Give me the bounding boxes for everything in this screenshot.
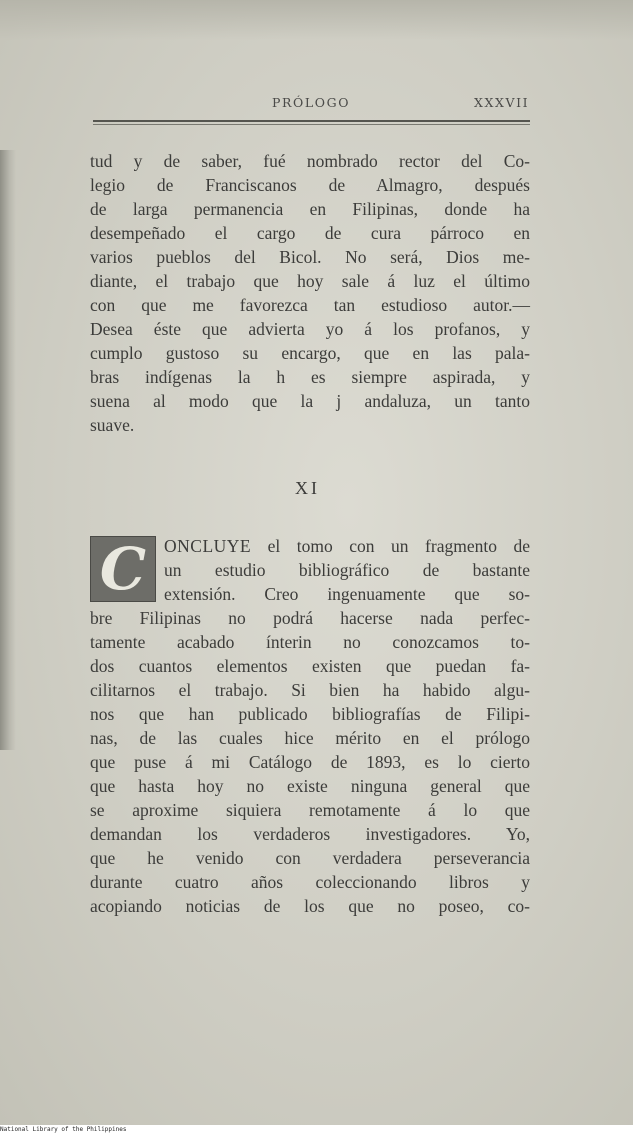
- text-line: bras indígenas la h es siempre aspirada, y: [90, 367, 530, 387]
- header-rule: [93, 120, 530, 122]
- text-line: demandan los verdaderos investigadores. Yo,: [90, 824, 530, 844]
- text-line: cumplo gustoso su encargo, que en las pala-: [90, 343, 530, 363]
- text-line: diante, el trabajo que hoy sale á luz el último: [90, 271, 530, 291]
- header-rule-thin: [93, 124, 530, 125]
- text-line: tud y de saber, fué nombrado rector del Co-: [90, 151, 530, 171]
- text-line-lead: [164, 534, 530, 558]
- text-line: de larga permanencia en Filipinas, donde ha: [90, 199, 530, 219]
- text-line: que he venido con verdadera perseverancia: [90, 848, 530, 868]
- page-number: XXXVII: [474, 95, 530, 110]
- text-line: desempeñado el cargo de cura párroco en: [90, 223, 530, 243]
- text-line: legio de Franciscanos de Almagro, después: [90, 175, 530, 195]
- text-line: varios pueblos del Bicol. No será, Dios me-: [90, 247, 530, 267]
- lead-word: ONCLUYE: [164, 536, 252, 556]
- ornamental-dropcap: [90, 536, 156, 602]
- text-line: acopiando noticias de los que no poseo, co-: [90, 896, 530, 916]
- lead-rest: el tomo con un fragmento de: [251, 536, 530, 556]
- binding-shadow: [0, 150, 16, 750]
- page-edge-shadow: [0, 0, 633, 40]
- text-line: suena al modo que la j andaluza, un tanto: [90, 391, 530, 411]
- text-line: Desea éste que advierta yo á los profanos, y: [90, 319, 530, 339]
- text-line: suave.: [90, 415, 135, 435]
- text-line: extensión. Creo ingenuamente que so-: [164, 584, 530, 604]
- text-line: dos cuantos elementos existen que puedan fa-: [90, 656, 530, 676]
- running-head-title: PRÓLOGO: [272, 95, 351, 110]
- section-heading: XI: [295, 478, 320, 498]
- text-line: un estudio bibliográfico de bastante: [164, 560, 530, 580]
- text-line: nos que han publicado bibliografías de Filipi-: [90, 704, 530, 724]
- dropcap-letter: C: [99, 535, 147, 603]
- text-line: que puse á mi Catálogo de 1893, es lo cierto: [90, 752, 530, 772]
- scan-credit: National Library of the Philippines: [0, 1126, 127, 1133]
- text-line: que hasta hoy no existe ninguna general que: [90, 776, 530, 796]
- text-line: con que me favorezca tan estudioso autor.—: [90, 295, 530, 315]
- text-line: cilitarnos el trabajo. Si bien ha habido algu-: [90, 680, 530, 700]
- text-line: se aproxime siquiera remotamente á lo que: [90, 800, 530, 820]
- text-line: bre Filipinas no podrá hacerse nada perfec-: [90, 608, 530, 628]
- text-line: durante cuatro años coleccionando libros y: [90, 872, 530, 892]
- text-line: tamente acabado ínterin no conozcamos to-: [90, 632, 530, 652]
- text-line: nas, de las cuales hice mérito en el prólogo: [90, 728, 530, 748]
